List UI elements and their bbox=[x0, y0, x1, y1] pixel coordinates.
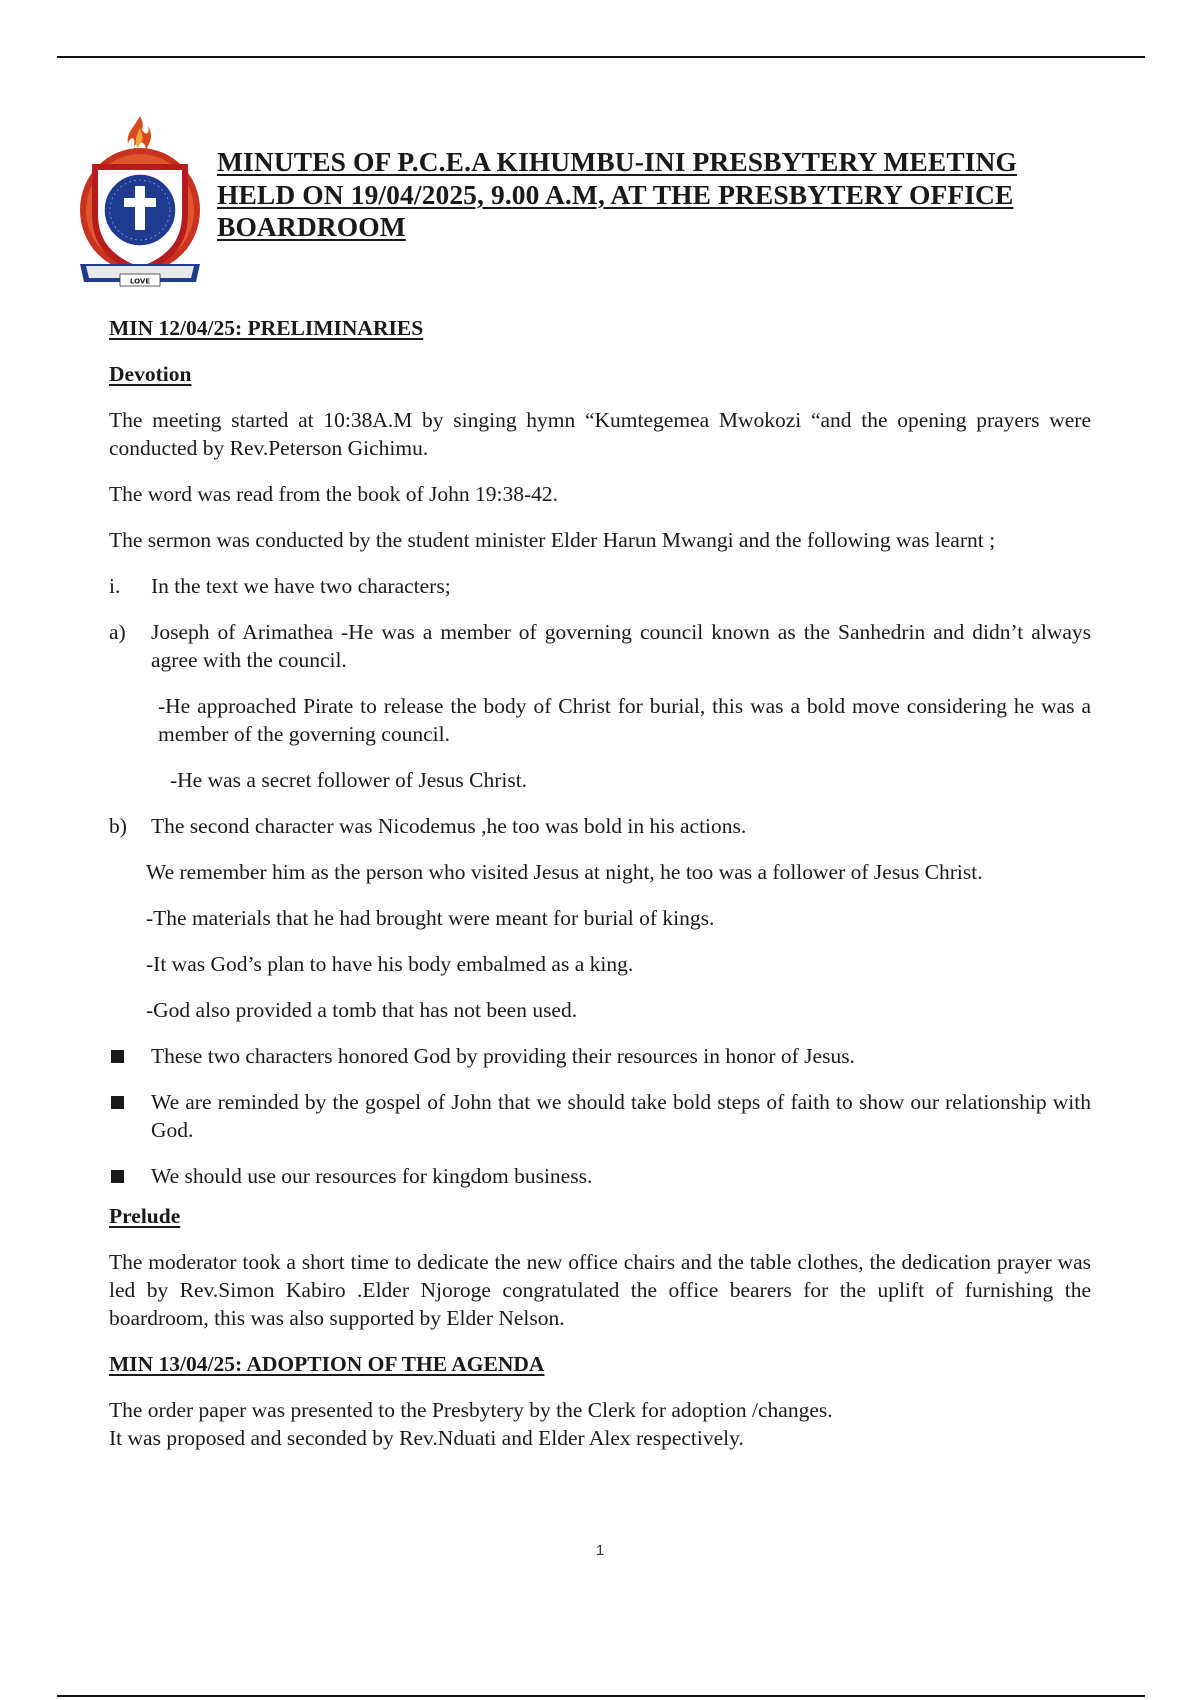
title-line-3: BOARDROOM bbox=[217, 211, 406, 242]
list-item-text: In the text we have two characters; bbox=[151, 574, 451, 598]
bullet-item bbox=[109, 1088, 1091, 1144]
list-item-text: The second character was Nicodemus ,he too was bold in his actions. bbox=[151, 814, 747, 838]
list-item-text: Joseph of Arimathea -He was a member of governing council known as the Sanhedrin and didn’t always agree with the council. bbox=[151, 620, 1091, 672]
sub-point: -He approached Pirate to release the body of Christ for burial, this was a bold move considering he was a member of the governing council. bbox=[158, 694, 1091, 746]
sub-point: -The materials that he had brought were meant for burial of kings. bbox=[146, 906, 715, 930]
min13-line-2: It was proposed and seconded by Rev.Nduati and Elder Alex respectively. bbox=[109, 1426, 744, 1450]
list-item-i bbox=[109, 572, 1091, 600]
list-item-a bbox=[109, 618, 1091, 674]
list-marker: a) bbox=[109, 620, 126, 644]
square-bullet-icon bbox=[111, 1050, 124, 1063]
top-rule bbox=[57, 56, 1145, 58]
pcea-church-crest-icon bbox=[76, 114, 204, 292]
bullet-text: We should use our resources for kingdom business. bbox=[151, 1164, 593, 1188]
logo-ribbon-text: LOVE bbox=[129, 277, 151, 286]
devotion-heading: Devotion bbox=[109, 362, 192, 386]
bullet-item bbox=[109, 1162, 1091, 1190]
min12-heading: MIN 12/04/25: PRELIMINARIES bbox=[109, 316, 424, 340]
page-number: 1 bbox=[595, 1542, 605, 1559]
square-bullet-icon bbox=[111, 1096, 124, 1109]
devotion-paragraph-2: The word was read from the book of John 19:38-42. bbox=[109, 482, 559, 506]
document-title bbox=[217, 146, 1067, 244]
list-marker: b) bbox=[109, 814, 127, 838]
min13-line-1: The order paper was presented to the Presbytery by the Clerk for adoption /changes. bbox=[109, 1398, 833, 1422]
bullet-text: These two characters honored God by providing their resources in honor of Jesus. bbox=[151, 1044, 855, 1068]
sub-point: -He was a secret follower of Jesus Christ. bbox=[170, 768, 528, 792]
sub-point: -It was God’s plan to have his body embalmed as a king. bbox=[146, 952, 634, 976]
devotion-paragraph-3: The sermon was conducted by the student minister Elder Harun Mwangi and the following was learnt ; bbox=[109, 528, 996, 552]
min13-heading: MIN 13/04/25: ADOPTION OF THE AGENDA bbox=[109, 1352, 545, 1376]
list-marker: i. bbox=[109, 574, 121, 598]
sub-point: We remember him as the person who visited Jesus at night, he too was a follower of Jesus Christ. bbox=[146, 860, 983, 884]
title-line-2: HELD ON 19/04/2025, 9.00 A.M, AT THE PRESBYTERY OFFICE bbox=[217, 178, 1014, 210]
prelude-heading: Prelude bbox=[109, 1204, 181, 1228]
list-item-b bbox=[109, 812, 1091, 840]
square-bullet-icon bbox=[111, 1170, 124, 1183]
document-body bbox=[109, 314, 1091, 1452]
bullet-item bbox=[109, 1042, 1091, 1070]
prelude-paragraph: The moderator took a short time to dedicate the new office chairs and the table clothes, the dedication prayer was led by Rev.Simon Kabiro .Elder Njoroge congratulated the office bearers for the uplift of furnishing the boardroom, this was also supported by Elder Nelson. bbox=[109, 1250, 1091, 1330]
sub-point: -God also provided a tomb that has not been used. bbox=[146, 998, 578, 1022]
bottom-rule bbox=[57, 1695, 1145, 1697]
bullet-text: We are reminded by the gospel of John that we should take bold steps of faith to show our relationship with God. bbox=[151, 1090, 1091, 1142]
devotion-paragraph-1: The meeting started at 10:38A.M by singing hymn “Kumtegemea Mwokozi “and the opening prayers were conducted by Rev.Peterson Gichimu. bbox=[109, 408, 1091, 460]
title-line-1: MINUTES OF P.C.E.A KIHUMBU-INI PRESBYTERY MEETING bbox=[217, 146, 1018, 177]
